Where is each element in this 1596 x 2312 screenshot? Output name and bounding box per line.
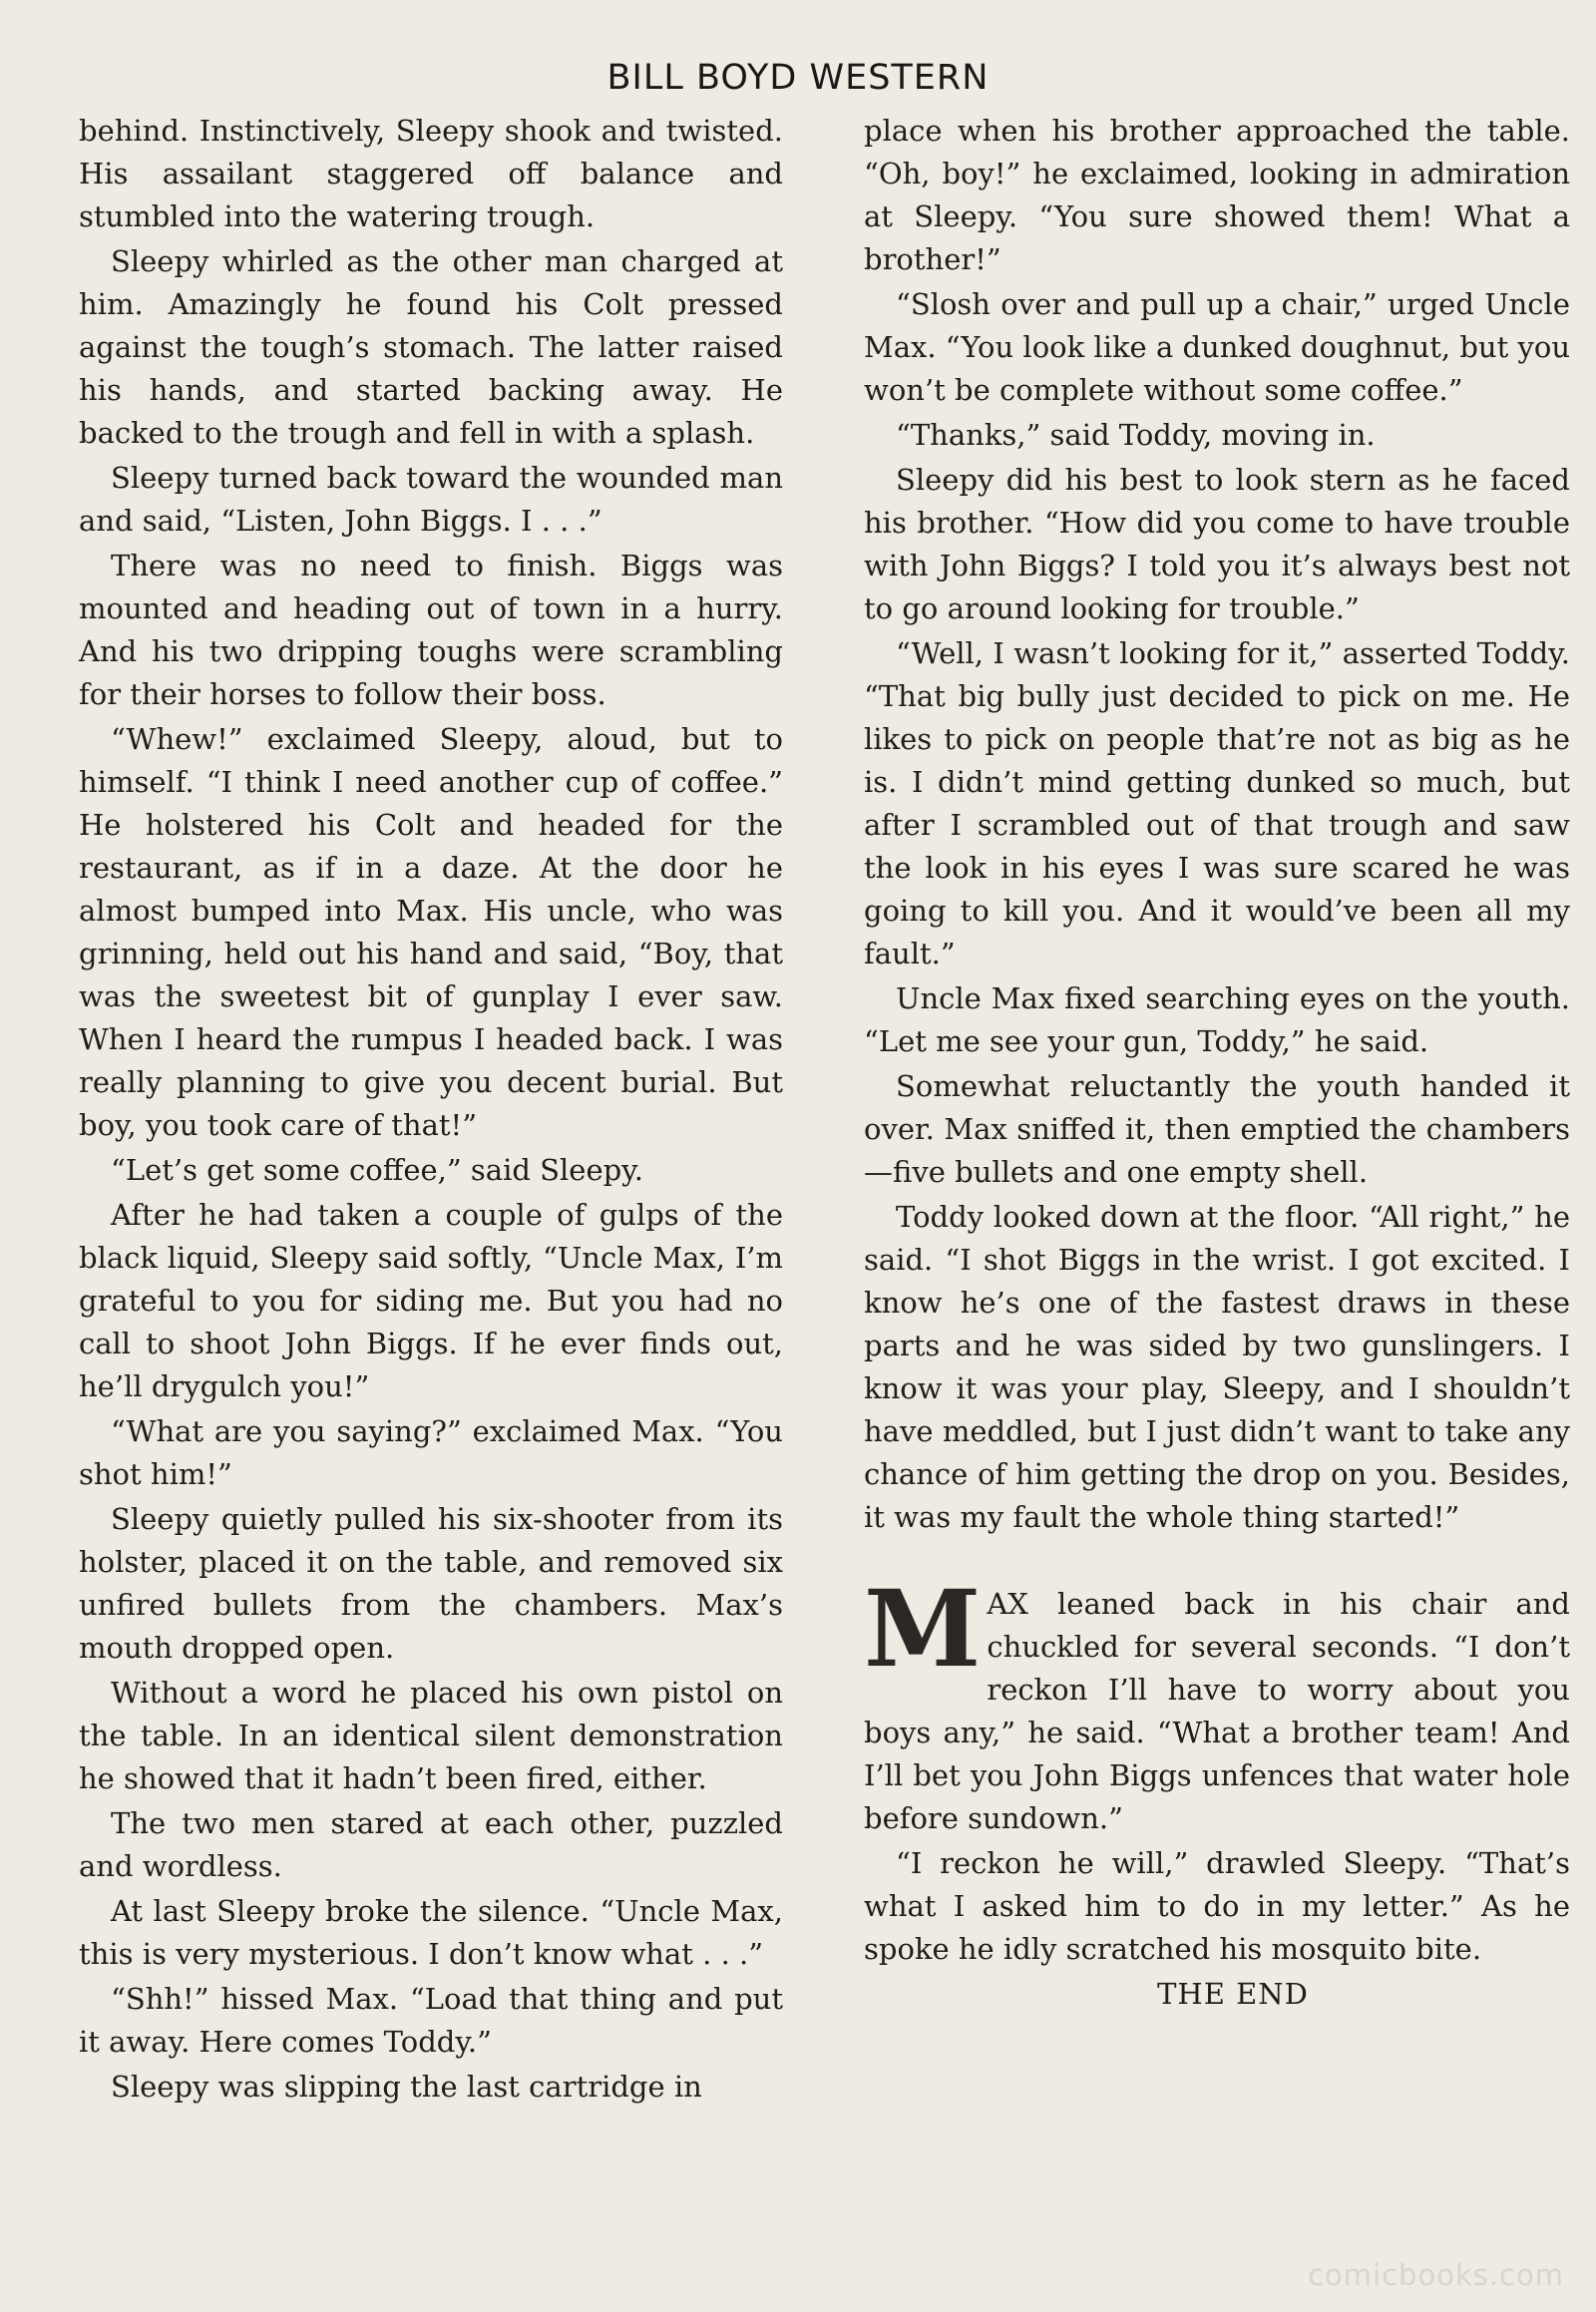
paragraph: Toddy looked down at the floor. “All right,” he said. “I shot Biggs in the wrist. I got excited. I know he’s one of the fastest draws in these parts and he was sided by two gunslingers. I know it was your play, Sleepy, and I shouldn’t have meddled, but I just didn’t want to take any chance of him getting the drop on you. Besides, it was my fault the whole thing started!” <box>864 1200 1570 1534</box>
paragraph: The two men stared at each other, puzzled and wordless. <box>79 1806 783 1883</box>
paragraph: Sleepy was slipping the last cartridge in <box>111 2070 702 2104</box>
paragraph: At last Sleepy broke the silence. “Uncle Max, this is very mysterious. I don’t know what . . .” <box>79 1894 783 1971</box>
paragraph: Sleepy turned back toward the wounded man and said, “Listen, John Biggs. I . . .” <box>79 461 783 538</box>
paragraph: Uncle Max fixed searching eyes on the youth. “Let me see your gun, Toddy,” he said. <box>864 981 1570 1058</box>
paragraph: place when his brother approached the table. “Oh, boy!” he exclaimed, looking in admiration at Sleepy. “You sure showed them! What a brother!” <box>864 114 1570 276</box>
paragraph: “Thanks,” said Toddy, moving in. <box>896 418 1376 452</box>
paragraph: Sleepy quietly pulled his six-shooter from its holster, placed it on the table, and removed six unfired bullets from the chambers. Max’s mouth dropped open. <box>79 1502 783 1665</box>
drop-cap: M <box>864 1566 982 1691</box>
watermark: comicbooks.com <box>1308 2258 1564 2292</box>
paragraph: There was no need to finish. Biggs was mounted and heading out of town in a hurry. And his two dripping toughs were scrambling for their horses to follow their boss. <box>79 549 783 711</box>
paragraph: “Well, I wasn’t looking for it,” asserted Toddy. “That big bully just decided to pick on me. He likes to pick on people that’re not as big as he is. I didn’t mind getting dunked so much, but after I scrambled out of that trough and saw the look in his eyes I was sure scared he was going to kill you. And it would’ve been all my fault.” <box>864 636 1570 970</box>
paragraph: “Slosh over and pull up a chair,” urged Uncle Max. “You look like a dunked doughnut, but you won’t be complete without some coffee.” <box>864 287 1570 407</box>
dropcap-paragraph <box>864 1566 1570 1840</box>
paragraph: “Let’s get some coffee,” said Sleepy. <box>111 1153 643 1187</box>
paragraph: Sleepy whirled as the other man charged at him. Amazingly he found his Colt pressed against the tough’s stomach. The latter raised his hands, and started backing away. He backed to the trough and fell in with a splash. <box>79 244 783 450</box>
paragraph: “Shh!” hissed Max. “Load that thing and put it away. Here comes Toddy.” <box>79 1982 783 2059</box>
paragraph: Sleepy did his best to look stern as he faced his brother. “How did you come to have trouble with John Biggs? I told you it’s always best not to go around looking for trouble.” <box>864 463 1570 625</box>
paragraph: “What are you saying?” exclaimed Max. “You shot him!” <box>79 1414 783 1491</box>
paragraph: “I reckon he will,” drawled Sleepy. “That’s what I asked him to do in my letter.” As he spoke he idly scratched his mosquito bite. <box>864 1846 1570 1966</box>
paragraph: After he had taken a couple of gulps of the black liquid, Sleepy said softly, “Uncle Max, I’m grateful to you for siding me. But you had no call to shoot John Biggs. If he ever finds out, he’ll drygulch you!” <box>79 1198 783 1403</box>
left-column <box>79 110 783 2111</box>
paragraph: Somewhat reluctantly the youth handed it over. Max sniffed it, then emptied the chambers—five bullets and one empty shell. <box>864 1069 1570 1189</box>
paragraph: behind. Instinctively, Sleepy shook and twisted. His assailant staggered off balance and stumbled into the watering trough. <box>79 114 783 233</box>
dropcap-paragraph-text: AX leaned back in his chair and chuckled for several seconds. “I don’t reckon I’ll have to worry about you boys any,” he said. “What a brother team! And I’ll bet you John Biggs unfences that water hole before sundown.” <box>864 1587 1570 1835</box>
the-end: THE END <box>1157 1977 1309 2011</box>
right-column <box>864 110 1570 2018</box>
paragraph: “Whew!” exclaimed Sleepy, aloud, but to himself. “I think I need another cup of coffee.” He holstered his Colt and headed for the restaurant, as if in a daze. At the door he almost bumped into Max. His uncle, who was grinning, held out his hand and said, “Boy, that was the sweetest bit of gunplay I ever saw. When I heard the rumpus I headed back. I was really planning to give you decent burial. But boy, you took care of that!” <box>79 722 783 1142</box>
running-head: BILL BOYD WESTERN <box>606 58 990 98</box>
paragraph: Without a word he placed his own pistol on the table. In an identical silent demonstration he showed that it hadn’t been fired, either. <box>79 1676 783 1795</box>
